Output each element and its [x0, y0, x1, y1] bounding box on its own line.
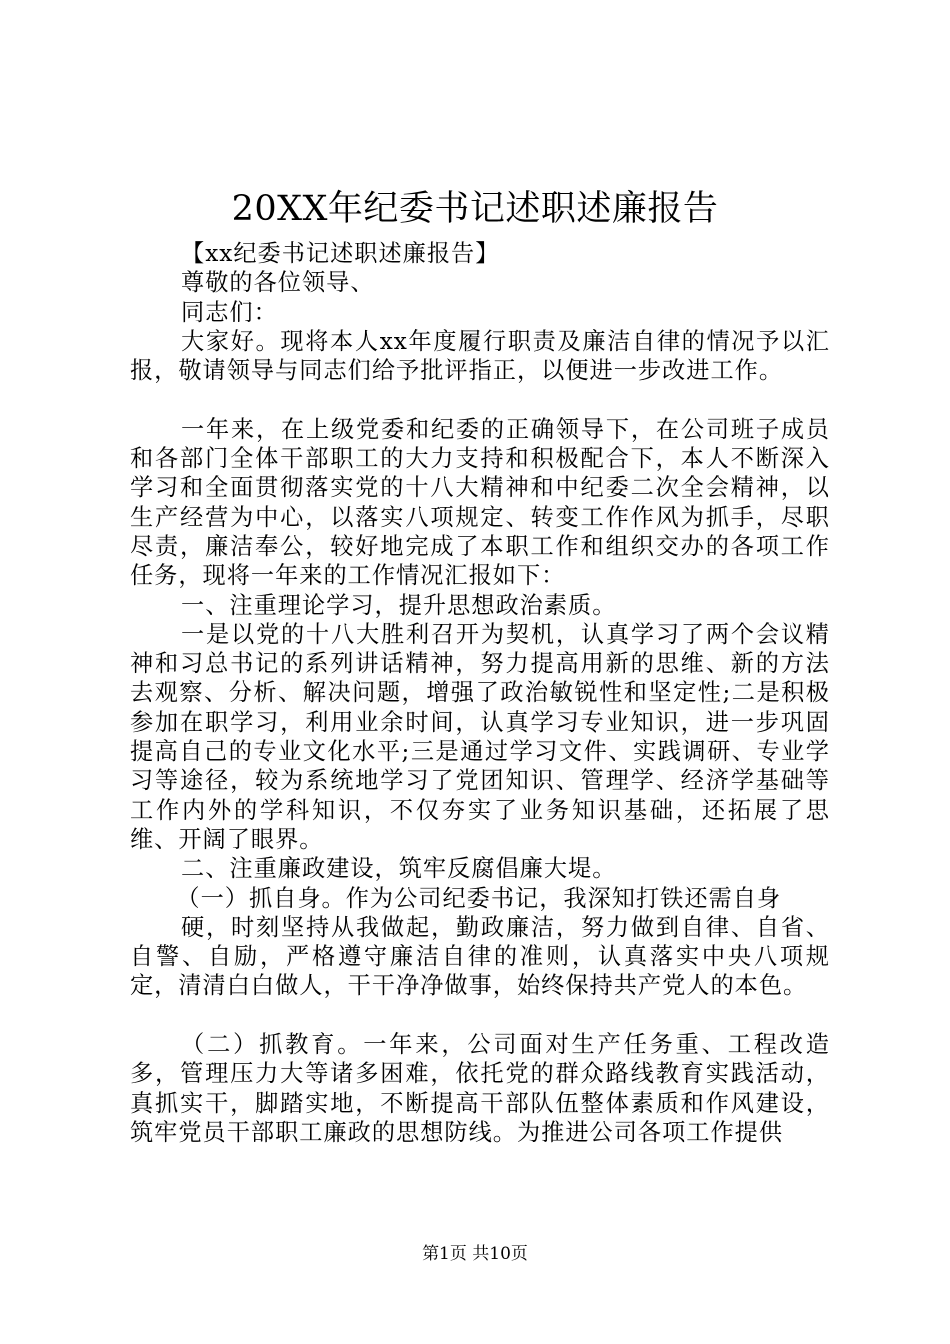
paragraph-overview: 一年来，在上级党委和纪委的正确领导下，在公司班子成员和各部门全体干部职工的大力支持和积极配合下，本人不断深入学习和全面贯彻落实党的十八大精神和中纪委二次全会精神，以生产经营为中心，以落实八项规定、转变工作作风为抓手，尽职尽责，廉洁奉公，较好地完成了本职工作和组织交办的各项工作任务，现将一年来的工作情况汇报如下： [130, 415, 830, 590]
report-subtitle: 【xx纪委书记述职述廉报告】 [181, 240, 500, 267]
section-heading-2: 二、注重廉政建设，筑牢反腐倡廉大堤。 [181, 855, 617, 883]
paragraph-greeting: 大家好。现将本人xx年度履行职责及廉洁自律的情况予以汇报，敬请领导与同志们给予批评指正，以便进一步改进工作。 [130, 327, 830, 385]
paragraph-study: 一是以党的十八大胜利召开为契机，认真学习了两个会议精神和习总书记的系列讲话精神，努力提高用新的思维、新的方法去观察、分析、解决问题，增强了政治敏锐性和坚定性;二是积极参加在职学习，利用业余时间，认真学习专业知识，进一步巩固提高自己的专业文化水平;三是通过学习文件、实践调研、专业学习等途径，较为系统地学习了党团知识、管理学、经济学基础等工作内外的学科知识，不仅夯实了业务知识基础，还拓展了思维、开阔了眼界。 [130, 620, 830, 853]
salutation-line-1: 尊敬的各位领导、 [181, 269, 375, 297]
paragraph-education: （二）抓教育。一年来，公司面对生产任务重、工程改造多，管理压力大等诸多困难，依托党的群众路线教育实践活动，真抓实干，脚踏实地，不断提高干部队伍整体素质和作风建设，筑牢党员干部职工廉政的思想防线。为推进公司各项工作提供 [130, 1031, 830, 1146]
page-number-footer: 第1页 共10页 [422, 1244, 528, 1264]
salutation-line-2: 同志们： [181, 298, 278, 326]
document-body [130, 239, 830, 1147]
document-title: 20XX年纪委书记述职述廉报告 [231, 189, 719, 229]
subsection-heading-self: （一）抓自身。作为公司纪委书记，我深知打铁还需自身 [176, 884, 782, 912]
paragraph-self-discipline: 硬，时刻坚持从我做起，勤政廉洁，努力做到自律、自省、自警、自励，严格遵守廉洁自律的准则，认真落实中央八项规定，清清白白做人，干干净净做事，始终保持共产党人的本色。 [130, 913, 830, 1000]
section-heading-1: 一、注重理论学习，提升思想政治素质。 [181, 591, 617, 619]
